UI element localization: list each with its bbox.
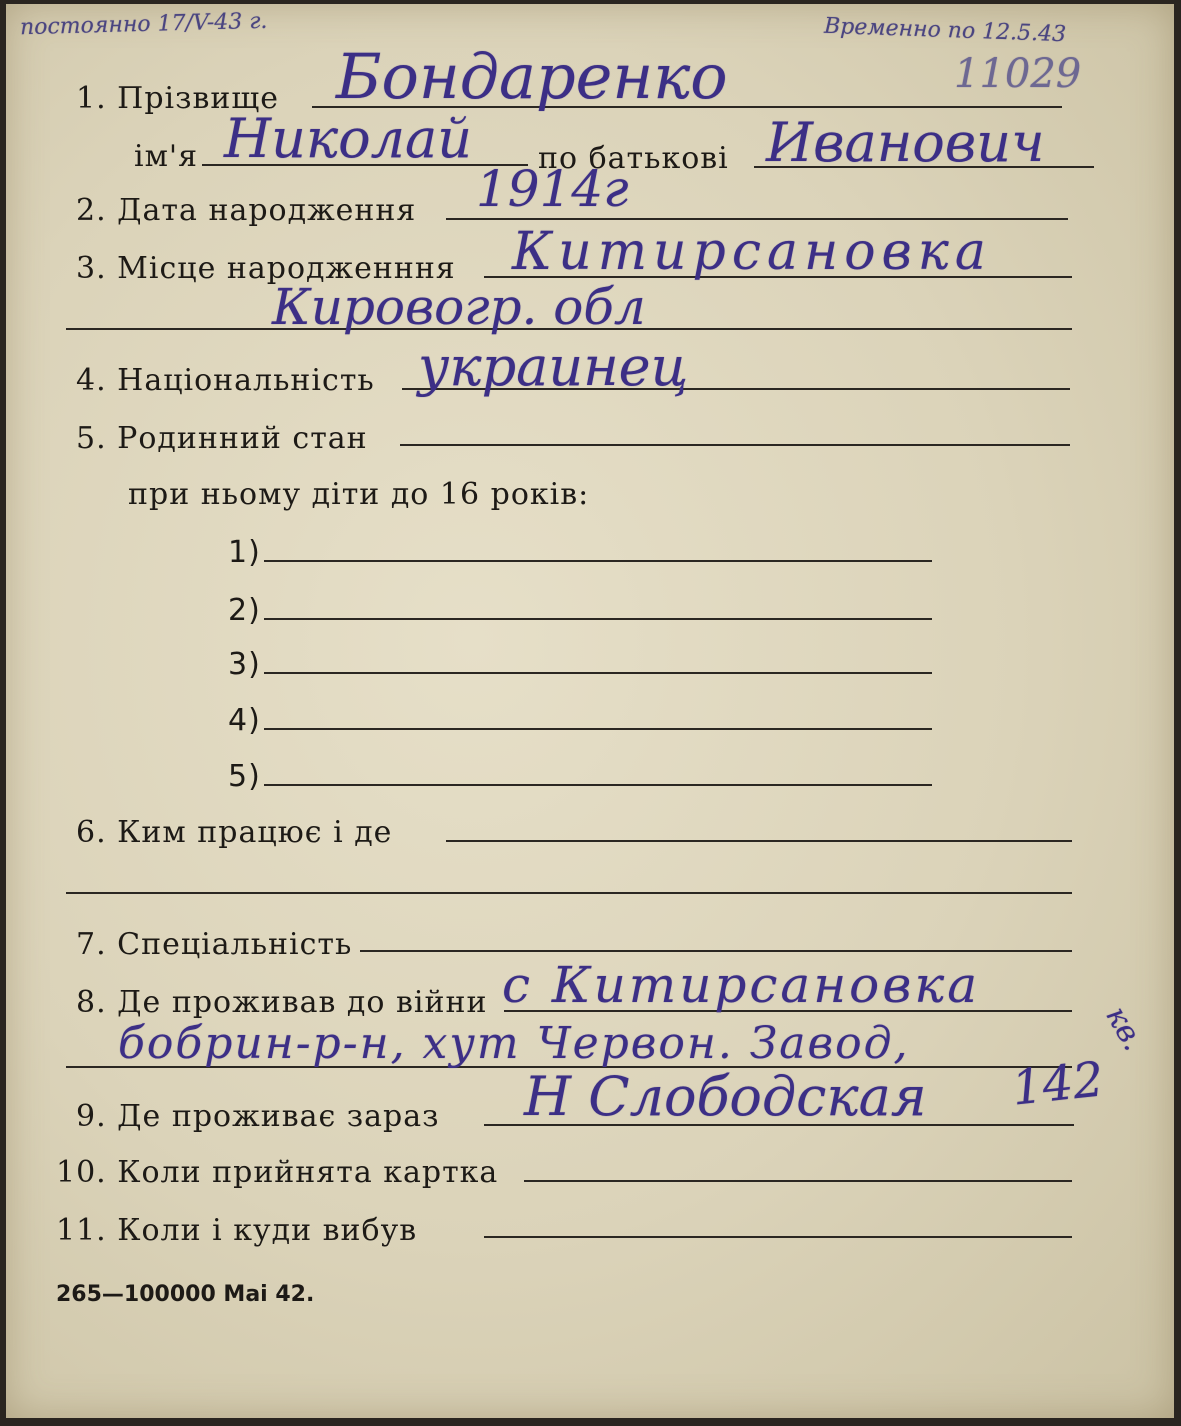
first-name-value: Николай [224,107,472,170]
current-address-value: Н Слободская [524,1065,927,1128]
child-3-line [264,672,932,674]
child-2-label: 2) [228,593,261,628]
birth-place-value-1: Китирсановка [512,222,992,282]
departure-label: 11. Коли і куди вибув [56,1213,418,1248]
prewar-address-value-2: бобрин-р-н, хут Червон. Завод, [118,1018,910,1069]
card-accepted-label: 10. Коли прийнята картка [56,1155,499,1190]
child-5-line [264,784,932,786]
registration-card [6,4,1174,1418]
birth-date-label: 2. Дата народження [76,193,417,228]
top-left-note: постоянно 17/V-43 г. [19,8,268,41]
child-1-label: 1) [228,535,261,570]
birth-place-label: 3. Місце народженння [76,251,456,286]
birth-place-value-2: Кировогр. обл [272,278,646,336]
patronymic-value: Иванович [766,111,1045,174]
family-status-label: 5. Родинний стан [76,421,368,456]
surname-value: Бондаренко [336,40,728,113]
print-footer: 265—100000 Mai 42. [56,1282,315,1307]
birth-date-value: 1914г [476,160,629,218]
child-5-label: 5) [228,759,261,794]
departure-line [484,1236,1072,1238]
first-name-label: ім'я [134,139,199,174]
child-4-label: 4) [228,703,261,738]
work-label: 6. Ким працює і де [76,815,393,850]
card-accepted-line [524,1180,1072,1182]
birth-date-line [446,218,1068,220]
child-3-label: 3) [228,647,261,682]
child-1-line [264,560,932,562]
nationality-value: украинец [418,335,689,398]
prewar-address-value-1: с Китирсановка [502,956,981,1014]
work-line-2 [66,892,1072,894]
work-line [446,840,1072,842]
top-right-note: Временно по 12.5.43 [823,13,1067,48]
specialty-label: 7. Спеціальність [76,927,353,962]
record-number: 11029 [954,51,1082,97]
current-address-label: 9. Де проживає зараз [76,1099,440,1134]
prewar-address-label: 8. Де проживав до війни [76,985,488,1020]
specialty-line [360,950,1072,952]
child-4-line [264,728,932,730]
prewar-address-side: кв. [1098,1000,1152,1057]
patronymic-label: по батькові [538,141,729,176]
children-label: при ньому діти до 16 років: [128,477,590,512]
child-2-line [264,618,932,620]
nationality-label: 4. Національність [76,363,375,398]
family-status-line [400,444,1070,446]
current-house-number: 142 [1009,1051,1107,1117]
surname-label: 1. Прізвище [76,81,280,116]
